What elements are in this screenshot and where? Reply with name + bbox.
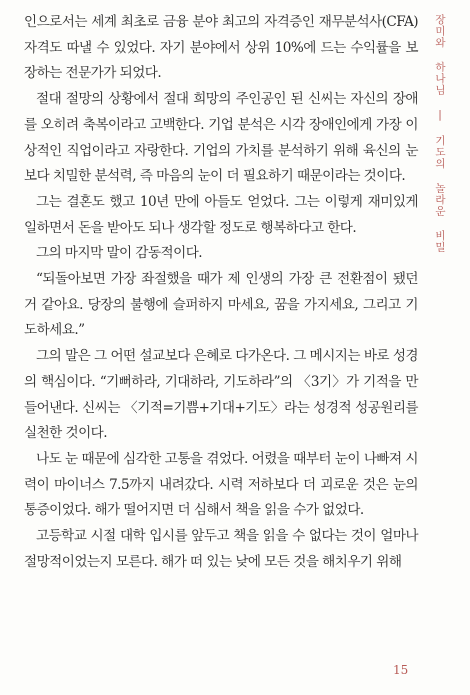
running-head-chapter-title: 기도의 놀라운 비밀 [434,135,446,253]
paragraph-3: 그는 결혼도 했고 10년 만에 아들도 얻었다. 그는 이렇게 재미있게 일하면서 돈을 받아도 되나 생각할 정도로 행복하다고 한다. [24,193,418,236]
paragraph-5: “되돌아보면 가장 좌절했을 때가 제 인생의 가장 큰 전환점이 됐던 거 같아요. 당장의 불행에 슬퍼하지 마세요, 꿈을 가지세요, 그리고 기도하세요.” [24,271,418,339]
paragraph-2: 절대 절망의 상황에서 절대 희망의 주인공인 된 신씨는 자신의 장애를 오히려 축복이라고 고백한다. 기업 분석은 시각 장애인에게 가장 이상적인 직업이라고 자랑한다. 기업의 가치를 분석하기 위해 육신의 눈보다 치밀한 분석력, 즉 마음의 눈이 더 필요하기 때문이라는 것이다. [24,91,418,185]
page-number: 15 [393,663,409,677]
running-head-separator: | [434,109,446,122]
paragraph-1: 인으로서는 세계 최초로 금융 분야 최고의 자격증인 재무분석사(CFA) 자격도 따낼 수 있었다. 자기 분야에서 상위 10%에 드는 수익률을 보장하는 전문가가 되었다. [24,14,418,82]
paragraph-6: 그의 말은 그 어떤 설교보다 은혜로 다가온다. 그 메시지는 바로 성경의 핵심이다. “기뻐하라, 기대하라, 기도하라”의 〈3기〉가 기적을 만들어낸다. 신씨는 〈기적=기쁨+기대+기도〉라는 성경적 성공원리를 실천한 것이다. [24,348,418,442]
running-head [433,14,447,253]
body-text [24,10,418,575]
paragraph-4: 그의 마지막 말이 감동적이다. [36,245,203,262]
running-head-book-title: 장미와 하나님 [434,14,446,96]
paragraph-8: 고등학교 시절 대학 입시를 앞두고 책을 읽을 수 없다는 것이 얼마나 절망적이었는지 모른다. 해가 떠 있는 낮에 모든 것을 해치우기 위해 [24,528,418,570]
paragraph-7: 나도 눈 때문에 심각한 고통을 겪었다. 어렸을 때부터 눈이 나빠져 시력이 마이너스 7.5까지 내려갔다. 시력 저하보다 더 괴로운 것은 눈의 통증이었다. 해가 떨어지면 더 심해서 책을 읽을 수가 없었다. [24,450,418,519]
